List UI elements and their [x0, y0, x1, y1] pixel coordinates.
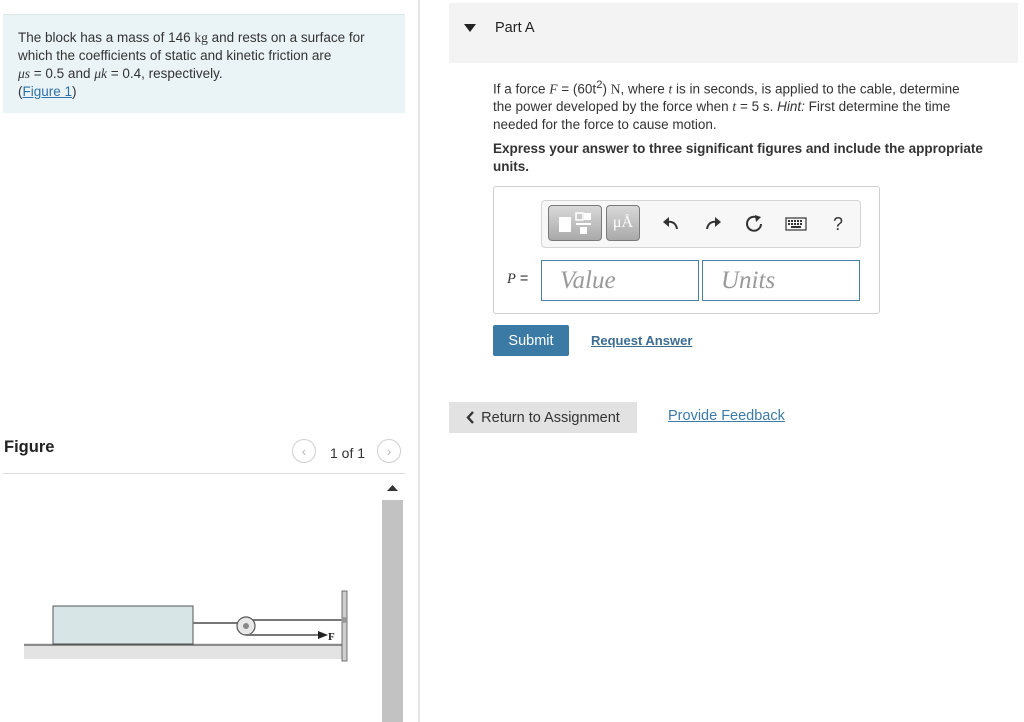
equals-sign: = — [515, 271, 529, 287]
question-fragment: First determine the time — [804, 99, 951, 114]
units-button[interactable] — [606, 205, 640, 241]
problem-text: and rests on a surface for — [207, 30, 365, 45]
mu-s-symbol: μs — [18, 66, 31, 81]
mu-k-value: = 0.4, respectively. — [107, 66, 223, 81]
time-variable: t — [668, 81, 673, 97]
paren-open: ( — [18, 84, 23, 99]
templates-button[interactable] — [548, 205, 602, 241]
chevron-left-icon: ‹ — [301, 443, 307, 459]
value-input[interactable] — [541, 260, 699, 301]
hint-label: Hint: — [777, 99, 805, 114]
provide-feedback-link[interactable]: Provide Feedback — [668, 408, 785, 424]
return-label: Return to Assignment — [481, 409, 620, 426]
redo-icon[interactable] — [702, 213, 724, 235]
block — [53, 606, 193, 644]
answer-area — [493, 186, 880, 314]
question-text — [493, 77, 1013, 133]
column-divider — [418, 0, 420, 722]
chevron-left-icon — [466, 411, 475, 424]
figure-diagram — [20, 585, 360, 665]
problem-text: The block has a mass of 146 — [18, 30, 195, 45]
figure-counter: 1 of 1 — [330, 445, 366, 461]
return-to-assignment-button[interactable] — [449, 402, 637, 433]
force-label: F — [328, 631, 335, 643]
chevron-right-icon: › — [386, 443, 392, 459]
submit-button[interactable]: Submit — [493, 325, 569, 356]
wall-post — [342, 591, 347, 661]
figure-divider — [3, 473, 405, 474]
undo-icon[interactable] — [660, 213, 682, 235]
mu-s-value: = 0.5 and — [30, 66, 95, 81]
figure-1-link[interactable]: Figure 1 — [22, 84, 73, 99]
question-fragment: = (60t — [557, 81, 597, 97]
figure-scrollbar[interactable] — [382, 500, 403, 722]
question-fragment: , where — [620, 81, 669, 97]
help-button[interactable] — [827, 213, 849, 235]
question-fragment: the power developed by the force when — [493, 99, 733, 114]
mass-unit: kg — [194, 30, 208, 45]
math-toolbar — [541, 200, 861, 248]
figure-reference — [18, 83, 405, 101]
part-a-header[interactable] — [449, 3, 1018, 63]
scroll-up-arrow[interactable] — [382, 478, 403, 498]
reset-icon[interactable] — [743, 213, 765, 235]
paren-close: ) — [72, 84, 77, 99]
request-answer-link[interactable]: Request Answer — [591, 333, 693, 348]
problem-line-2: which the coefficients of static and kinetic friction are — [18, 48, 332, 63]
templates-icon — [556, 210, 594, 236]
help-label: ? — [832, 213, 843, 234]
time-variable: t — [732, 99, 737, 114]
problem-line-3 — [18, 65, 405, 83]
exponent: 2 — [596, 79, 603, 91]
answer-instruction: Express your answer to three significant figures and include the appropriate units. — [493, 141, 983, 174]
force-unit: N — [610, 81, 621, 97]
question-fragment: is in seconds, is applied to the cable, determine — [672, 81, 960, 97]
problem-line-1 — [18, 29, 405, 47]
units-input[interactable] — [702, 260, 860, 301]
question-line-2 — [493, 98, 1013, 116]
problem-statement — [3, 14, 405, 113]
part-title: Part A — [495, 20, 535, 36]
mu-k-symbol: μk — [94, 66, 107, 81]
figure-next-button[interactable] — [377, 439, 401, 463]
question-fragment: If a force — [493, 81, 550, 97]
figure-heading: Figure — [4, 438, 55, 456]
question-line-3: needed for the force to cause motion. — [493, 116, 717, 132]
question-fragment: ) — [602, 81, 611, 97]
force-variable: F — [549, 81, 558, 97]
wall-anchor — [341, 617, 347, 623]
figure-prev-button[interactable] — [292, 439, 316, 463]
caret-down-icon — [464, 24, 476, 32]
units-symbol: μÅ — [612, 214, 634, 231]
keyboard-icon[interactable] — [785, 213, 807, 235]
question-line-1 — [493, 77, 1013, 98]
pulley-hub — [243, 623, 249, 629]
question-fragment: = 5 s. — [736, 99, 778, 114]
force-arrow-head — [318, 631, 328, 639]
power-variable: P — [507, 271, 516, 287]
answer-variable-label — [507, 271, 528, 288]
